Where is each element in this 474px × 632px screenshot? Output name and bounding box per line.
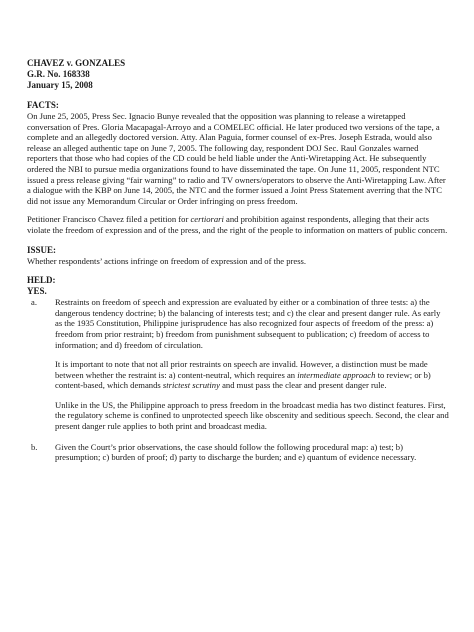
facts-heading: FACTS: <box>27 100 59 110</box>
held-item-b <box>27 442 449 463</box>
held-heading: HELD: <box>27 275 56 286</box>
issue-text: Whether respondents’ actions infringe on freedom of expression and of the press. <box>27 255 307 266</box>
held-item-a-paragraph-3: Unlike in the US, the Philippine approach to press freedom in the broadcast media has two distinct features. First, the regulatory scheme is confined to unprotected speech like obscenity and seditious speech. Second, the clear and present danger rule applies to both print and broadcast media. <box>55 399 449 432</box>
facts-paragraph-1: On June 25, 2005, Press Sec. Ignacio Bunye revealed that the opposition was planning to release a wiretapped conversation of Pres. Gloria Macapagal-Arroyo and a COMELEC official. He later produced two versions of the tape, a complete and an allegedly doctored version. Atty. Alan Paguia, former counsel of ex-Pres. Joseph Estrada, would also release an alleged authentic tape on June 7, 2005. The following day, respondent DOJ Sec. Raul Gonzales warned reporters that those who had copies of the CD could be held liable under the Anti-Wiretapping Act. He subsequently ordered the NBI to pursue media organizations found to have disseminated the tape. On June 11, 2005, respondent NTC issued a press release giving “fair warning” to radio and TV owners/operators to observe the Anti-Wiretapping Law. After a dialogue with the KBP on June 14, 2005, the NTC and the former issued a Joint Press Statement averring that the NTC did not issue any Memorandum Circular or Order infringing on press freedom. <box>27 111 446 206</box>
held-item-a <box>27 297 449 432</box>
facts-paragraph-2 <box>27 214 449 235</box>
facts-p2-text-b: and prohibition against respondents, alleging that their acts violate the freedom of expression and of the press, and the right of the people to information on matters of public concern. <box>27 214 448 235</box>
issue-heading: ISSUE: <box>27 244 57 255</box>
held-a-p2-text-a: It is important to note that not all prior restraints on speech are invalid. However, a distinction must be made between whether the restraint is: a) content-neutral, which requires an <box>55 359 428 380</box>
held-item-b-marker: b. <box>31 441 38 452</box>
facts-p2-text-a: Petitioner Francisco Chavez filed a petition for <box>27 214 191 225</box>
held-item-b-paragraph-1: Given the Court’s prior observations, the case should follow the following procedural map: a) test; b) presumption; c) burden of proof; d) party to discharge the burden; and e) quantum of evidence necessary. <box>55 441 417 463</box>
held-a-p2-italic-2: strictest scrutiny <box>162 380 220 391</box>
held-a-p2-text-c: and must pass the clear and present danger rule. <box>219 380 387 391</box>
held-a-p2-text-b: to review; or b) content-based, which demands <box>55 369 431 391</box>
held-answer: YES. <box>27 286 47 297</box>
case-title: CHAVEZ v. GONZALES <box>27 58 126 68</box>
held-item-a-marker: a. <box>31 297 37 308</box>
held-item-a-paragraph-1: Restraints on freedom of speech and expression are evaluated by either or a combination of three tests: a) the dangerous tendency doctrine; b) the balancing of interests test; and c) the clear and present danger rule. As early as the 1935 Constitution, Philippine jurisprudence has also recognized four aspects of freedom of the press: a) freedom from prior restraint; b) freedom from punishment subsequent to publication; c) freedom of access to information; and d) freedom of circulation. <box>55 297 441 350</box>
held-item-a-paragraph-2 <box>55 359 449 391</box>
held-a-p2-italic-1: intermediate approach <box>297 369 376 380</box>
held-list <box>27 297 449 463</box>
document-page <box>27 58 449 463</box>
decision-date: January 15, 2008 <box>27 80 93 90</box>
gr-number: G.R. No. 168338 <box>27 69 90 79</box>
facts-p2-italic: certiorari <box>190 214 224 225</box>
